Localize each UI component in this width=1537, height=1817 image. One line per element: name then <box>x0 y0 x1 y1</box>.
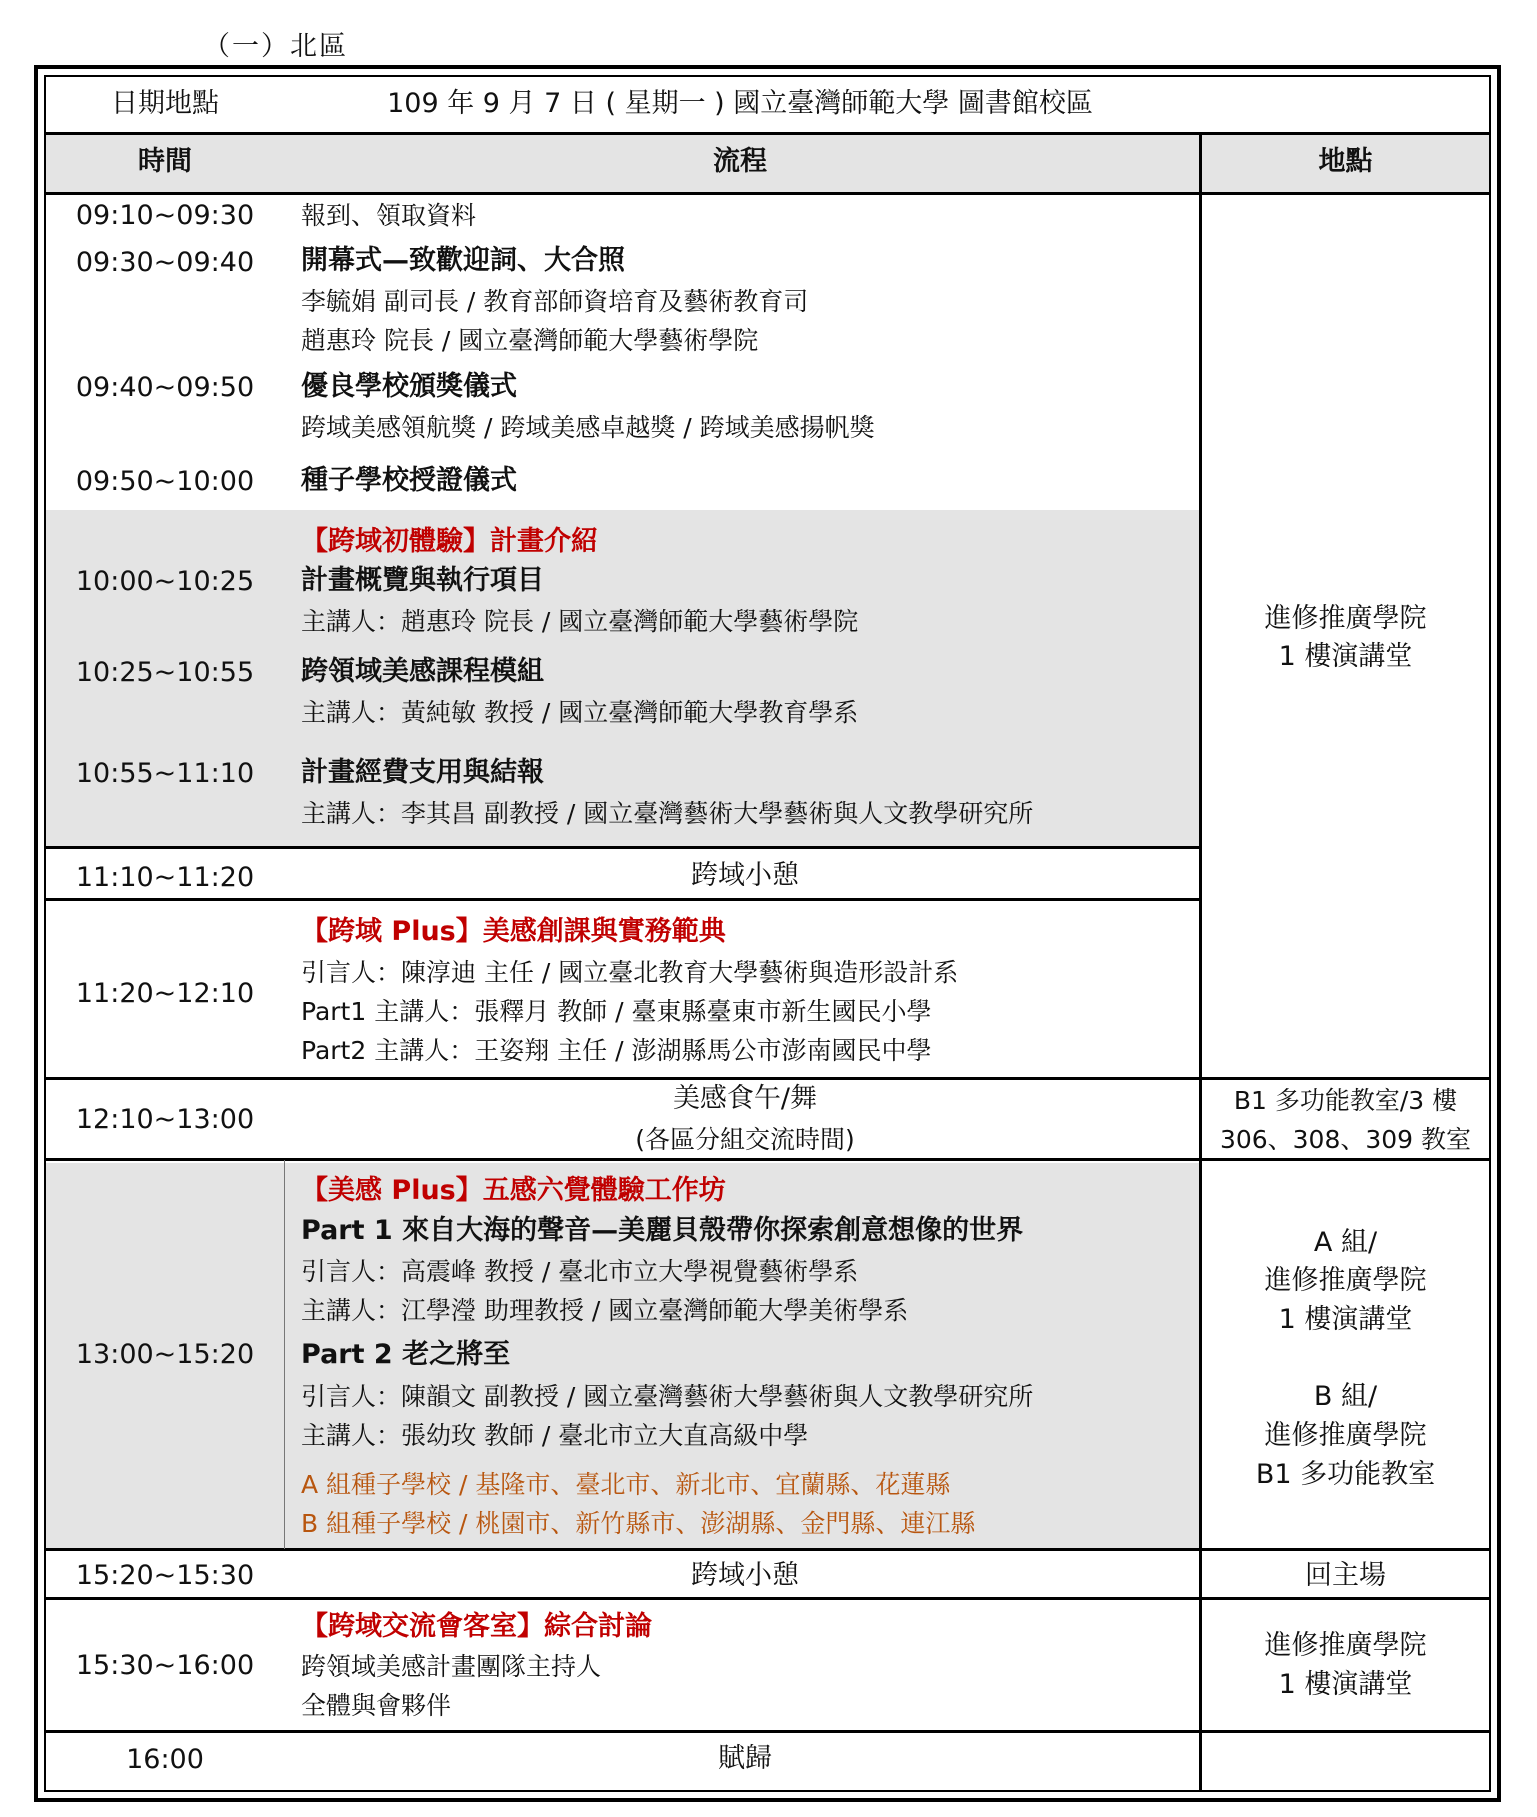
flow-line: 趙惠玲 院長 / 國立臺灣師範大學藝術學院 <box>301 326 759 355</box>
time-cell: 09:10~09:30 <box>75 200 255 231</box>
section-heading: 【美感 Plus】五感六覺體驗工作坊 <box>301 1175 726 1206</box>
group-b-schools: B 組種子學校 / 桃園市、新竹縣市、澎湖縣、金門縣、連江縣 <box>301 1509 976 1538</box>
break-text: 跨域小憩 <box>691 860 799 891</box>
flow-title: 跨領域美感課程模組 <box>301 656 544 687</box>
rule <box>46 898 1201 901</box>
flow-title: 計畫概覽與執行項目 <box>301 565 544 596</box>
flow-line: 主講人：張幼玫 教師 / 臺北市立大直高級中學 <box>301 1421 809 1450</box>
lunch-text-2: (各區分組交流時間) <box>635 1125 855 1154</box>
col-header-flow: 流程 <box>713 146 767 177</box>
end-text: 賦歸 <box>718 1743 772 1774</box>
rule <box>46 1548 1489 1551</box>
rule <box>46 1730 1489 1733</box>
flow-line: 引言人：高震峰 教授 / 臺北市立大學視覺藝術學系 <box>301 1257 859 1286</box>
time-cell: 09:50~10:00 <box>75 466 255 497</box>
flow-line: 主講人：趙惠玲 院長 / 國立臺灣師範大學藝術學院 <box>301 607 859 636</box>
break-text: 跨域小憩 <box>691 1560 799 1591</box>
lunch-location-1: B1 多功能教室/3 樓 <box>1233 1086 1458 1115</box>
col-divider <box>1199 134 1202 1790</box>
location-line: B 組/ <box>1313 1381 1378 1412</box>
flow-line: 引言人：陳淳迪 主任 / 國立臺北教育大學藝術與造形設計系 <box>301 958 959 987</box>
time-cell: 15:30~16:00 <box>75 1650 255 1681</box>
section-heading: 【跨域交流會客室】綜合討論 <box>301 1611 652 1642</box>
time-cell: 12:10~13:00 <box>75 1104 255 1135</box>
group-a-schools: A 組種子學校 / 基隆市、臺北市、新北市、宜蘭縣、花蓮縣 <box>301 1470 951 1499</box>
time-cell: 09:30~09:40 <box>75 247 255 278</box>
col-header-time: 時間 <box>138 146 192 177</box>
time-cell: 10:25~10:55 <box>75 657 255 688</box>
location-line: 進修推廣學院 <box>1264 1630 1427 1661</box>
time-cell: 15:20~15:30 <box>75 1560 255 1591</box>
time-cell: 11:20~12:10 <box>75 978 255 1009</box>
flow-line: 主講人：江學瀅 助理教授 / 國立臺灣師範大學美術學系 <box>301 1296 909 1325</box>
location-line: 進修推廣學院 <box>1264 1420 1427 1451</box>
lunch-text-1: 美感食午/舞 <box>672 1083 818 1114</box>
flow-title: 種子學校授證儀式 <box>301 465 517 496</box>
time-cell: 16:00 <box>126 1744 204 1775</box>
time-cell: 11:10~11:20 <box>75 862 255 893</box>
flow-title: Part 1 來自大海的聲音—美麗貝殼帶你探索創意想像的世界 <box>301 1215 1024 1246</box>
flow-line: 報到、領取資料 <box>301 201 477 230</box>
lunch-location-2: 306、308、309 教室 <box>1219 1125 1472 1154</box>
flow-line: 李毓娟 副司長 / 教育部師資培育及藝術教育司 <box>301 287 809 316</box>
location-main-2: 1 樓演講堂 <box>1278 641 1413 672</box>
break-location: 回主場 <box>1305 1560 1386 1591</box>
flow-line: 跨領域美感計畫團隊主持人 <box>301 1652 602 1681</box>
location-main-1: 進修推廣學院 <box>1264 603 1427 634</box>
rule <box>46 1077 1489 1080</box>
flow-line: 主講人：黃純敏 教授 / 國立臺灣師範大學教育學系 <box>301 698 859 727</box>
location-line: 1 樓演講堂 <box>1278 1669 1413 1700</box>
section-heading: 【跨域 Plus】美感創課與實務範典 <box>301 916 726 947</box>
rule <box>46 1158 1489 1161</box>
flow-line: 主講人：李其昌 副教授 / 國立臺灣藝術大學藝術與人文教學研究所 <box>301 799 1034 828</box>
flow-title: Part 2 老之將至 <box>301 1339 511 1370</box>
location-line: B1 多功能教室 <box>1255 1459 1436 1490</box>
time-cell: 13:00~15:20 <box>75 1339 255 1370</box>
rule <box>46 846 1201 849</box>
flow-line: 全體與會夥伴 <box>301 1691 452 1720</box>
location-line: A 組/ <box>1313 1227 1378 1258</box>
flow-title: 計畫經費支用與結報 <box>301 757 544 788</box>
flow-line: 引言人：陳韻文 副教授 / 國立臺灣藝術大學藝術與人文教學研究所 <box>301 1382 1034 1411</box>
col-divider-thin <box>284 1160 285 1549</box>
flow-title: 開幕式—致歡迎詞、大合照 <box>301 245 625 276</box>
location-line: 1 樓演講堂 <box>1278 1304 1413 1335</box>
location-line: 進修推廣學院 <box>1264 1265 1427 1296</box>
section-title: （一）北區 <box>203 31 348 62</box>
rule <box>46 132 1489 135</box>
time-cell: 10:55~11:10 <box>75 758 255 789</box>
flow-title: 優良學校頒獎儀式 <box>301 371 517 402</box>
section-heading: 【跨域初體驗】計畫介紹 <box>301 526 598 557</box>
flow-line: 跨域美感領航獎 / 跨域美感卓越獎 / 跨域美感揚帆獎 <box>301 413 875 442</box>
col-header-location: 地點 <box>1318 146 1373 177</box>
time-cell: 09:40~09:50 <box>75 372 255 403</box>
flow-line: Part1 主講人：張釋月 教師 / 臺東縣臺東市新生國民小學 <box>301 997 932 1026</box>
rule <box>46 192 1489 195</box>
rule <box>46 1597 1489 1600</box>
flow-line: Part2 主講人：王姿翔 主任 / 澎湖縣馬公市澎南國民中學 <box>301 1036 932 1065</box>
date-value: 109 年 9 月 7 日 ( 星期一 ) 國立臺灣師範大學 圖書館校區 <box>387 88 1093 119</box>
date-label: 日期地點 <box>111 88 219 119</box>
time-cell: 10:00~10:25 <box>75 566 255 597</box>
